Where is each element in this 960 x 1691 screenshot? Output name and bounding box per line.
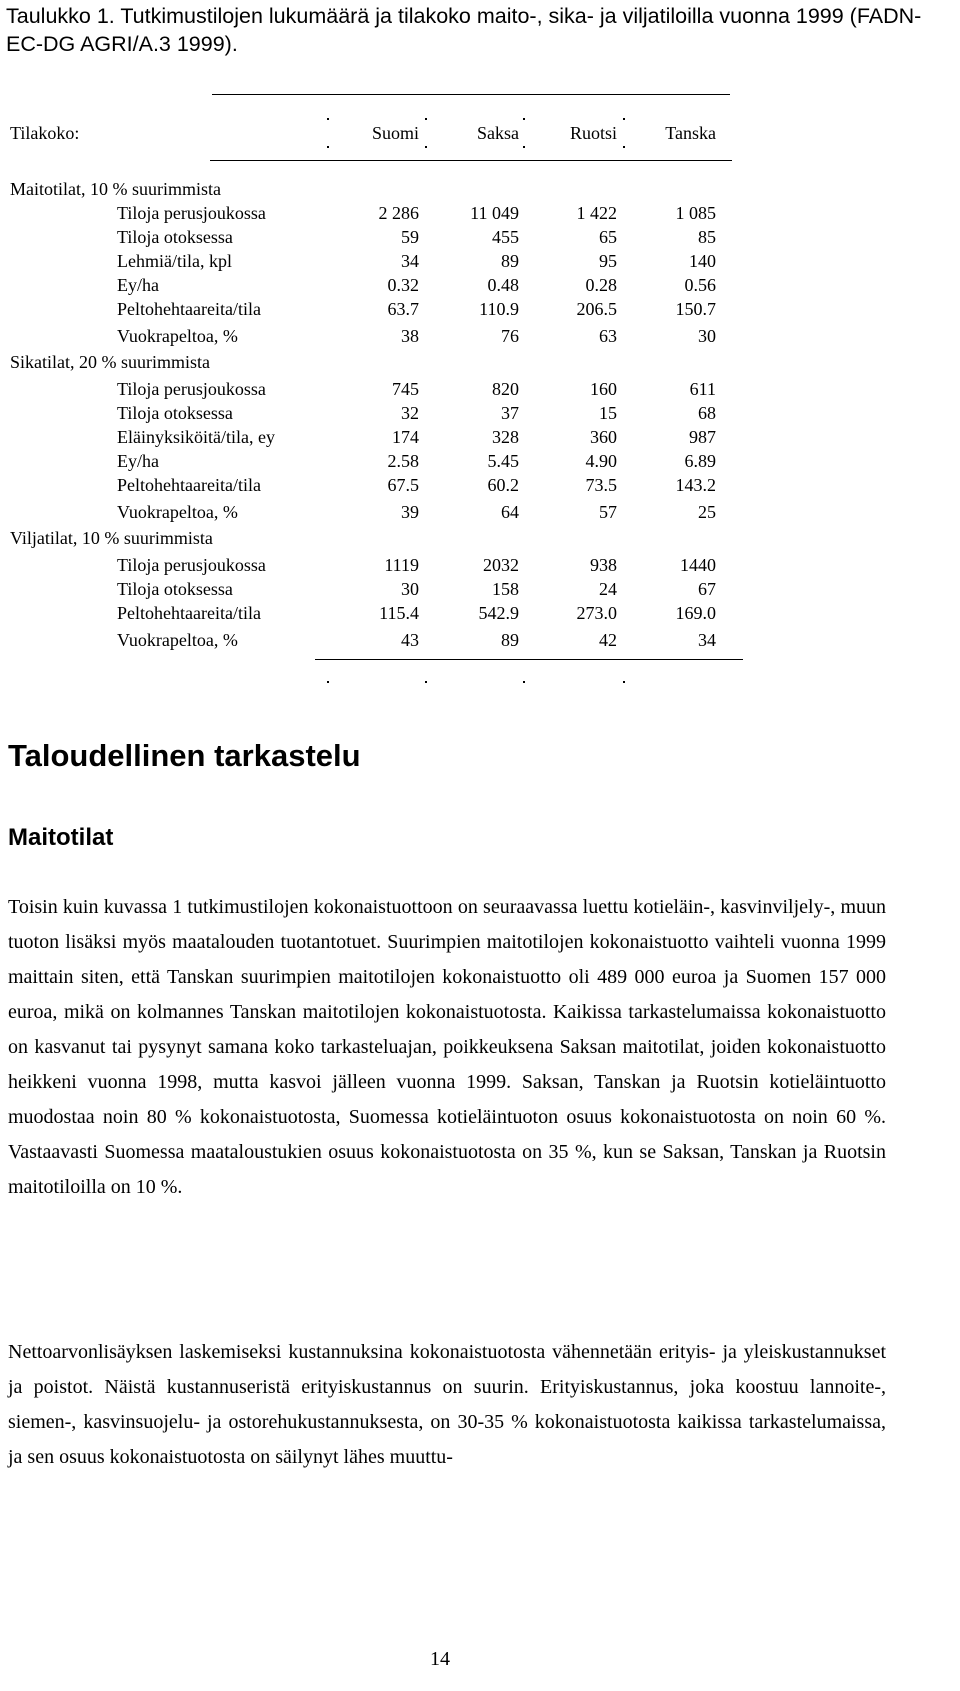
table-row	[0, 502, 960, 526]
table-row	[0, 555, 960, 579]
table-row	[0, 603, 960, 627]
column-header-tanska: Tanska	[665, 123, 716, 143]
group-row	[0, 179, 960, 203]
cell-saksa: 0.48	[487, 275, 519, 295]
table-row	[0, 427, 960, 451]
table-row	[0, 326, 960, 350]
divider-dot	[623, 681, 625, 683]
divider-dot	[523, 681, 525, 683]
row-label: Peltohehtaareita/tila	[117, 603, 261, 623]
cell-ruotsi: 0.28	[585, 275, 617, 295]
cell-suomi: 39	[401, 502, 419, 522]
cell-tanska: 611	[689, 379, 716, 399]
cell-saksa: 64	[501, 502, 519, 522]
cell-saksa: 820	[492, 379, 519, 399]
cell-suomi: 115.4	[379, 603, 419, 623]
divider-dot	[425, 146, 427, 148]
cell-saksa: 455	[492, 227, 519, 247]
cell-ruotsi: 360	[590, 427, 617, 447]
cell-tanska: 30	[698, 326, 716, 346]
row-label: Ey/ha	[117, 451, 159, 471]
cell-ruotsi: 63	[599, 326, 617, 346]
cell-ruotsi: 95	[599, 251, 617, 271]
row-label: Tiloja otoksessa	[117, 227, 233, 247]
cell-suomi: 174	[392, 427, 419, 447]
divider-dot	[623, 118, 625, 120]
cell-suomi: 43	[401, 630, 419, 650]
body-paragraph: Nettoarvonlisäyksen laskemiseksi kustannuksina kokonaistuotosta vähennetään erityis- ja yleiskustannukset ja poistot. Näistä kustannuseristä erityiskustannus on suurin. Erityiskustannus, joka koostuu lannoite-, siemen-, kasvinsuojelu- ja ostorehukustannuksesta, on 30-35 % kokonaistuotosta kaikissa tarkastelumaissa, ja sen osuus kokonaistuotosta on säilynyt lähes muuttu-	[8, 1341, 886, 1468]
cell-saksa: 11 049	[470, 203, 519, 223]
cell-suomi: 30	[401, 579, 419, 599]
cell-ruotsi: 65	[599, 227, 617, 247]
table-row	[0, 379, 960, 403]
table-row	[0, 227, 960, 251]
cell-saksa: 89	[501, 251, 519, 271]
cell-tanska: 143.2	[675, 475, 716, 495]
table-row	[0, 251, 960, 275]
row-label: Ey/ha	[117, 275, 159, 295]
body-paragraph: Toisin kuin kuvassa 1 tutkimustilojen kokonaistuottoon on seuraavassa luettu kotieläin-, kasvinviljely-, muun tuoton lisäksi myös maatalouden tuotantotuet. Suurimpien maitotilojen kokonaistuotto vaihteli vuonna 1999 maittain siten, että Tanskan suurimpien maitotilojen kokonaistuotto oli 489 000 euroa ja Suomen 157 000 euroa, mikä on kolmannes Tanskan maitotilojen kokonaistuotosta. Kaikissa tarkastelumaissa kokonaistuotto on kasvanut tai pysynyt samana koko tarkasteluajan, poikkeuksena Saksan maitotilat, joiden kokonaistuotto heikkeni vuonna 1998, mutta kasvoi jälleen vuonna 1999. Saksan, Tanskan ja Ruotsin kotieläintuotto muodostaa noin 80 % kokonaistuotosta, Suomessa kotieläintuoton osuus kokonaistuotosta on noin 60 %. Vastaavasti Suomessa maataloustukien osuus kokonaistuotosta on 35 %, kun se Saksan, Tanskan ja Ruotsin maitotiloilla on 10 %.	[8, 896, 886, 1198]
divider-dot	[523, 146, 525, 148]
cell-tanska: 1 085	[675, 203, 716, 223]
row-label: Vuokrapeltoa, %	[117, 630, 238, 650]
cell-tanska: 150.7	[675, 299, 716, 319]
cell-suomi: 59	[401, 227, 419, 247]
row-label: Peltohehtaareita/tila	[117, 475, 261, 495]
subsection-heading: Maitotilat	[8, 824, 114, 851]
cell-ruotsi: 273.0	[576, 603, 617, 623]
cell-suomi: 0.32	[387, 275, 419, 295]
cell-suomi: 32	[401, 403, 419, 423]
row-label: Vuokrapeltoa, %	[117, 326, 238, 346]
row-label: Vuokrapeltoa, %	[117, 502, 238, 522]
row-label: Tiloja otoksessa	[117, 579, 233, 599]
cell-tanska: 25	[698, 502, 716, 522]
cell-ruotsi: 24	[599, 579, 617, 599]
table-row	[0, 275, 960, 299]
cell-ruotsi: 1 422	[576, 203, 617, 223]
cell-ruotsi: 15	[599, 403, 617, 423]
cell-saksa: 5.45	[487, 451, 519, 471]
cell-saksa: 89	[501, 630, 519, 650]
divider-dot	[623, 146, 625, 148]
cell-tanska: 140	[689, 251, 716, 271]
group-row	[0, 528, 960, 552]
divider-dot	[327, 118, 329, 120]
cell-tanska: 6.89	[684, 451, 716, 471]
table-row	[0, 475, 960, 499]
cell-suomi: 38	[401, 326, 419, 346]
cell-saksa: 37	[501, 403, 519, 423]
cell-ruotsi: 73.5	[585, 475, 617, 495]
table-row	[0, 299, 960, 323]
cell-tanska: 68	[698, 403, 716, 423]
row-label: Lehmiä/tila, kpl	[117, 251, 232, 271]
row-label: Peltohehtaareita/tila	[117, 299, 261, 319]
divider-dot	[425, 681, 427, 683]
cell-tanska: 1440	[680, 555, 716, 575]
group-row	[0, 352, 960, 376]
group-title: Sikatilat, 20 % suurimmista	[10, 352, 210, 372]
cell-tanska: 169.0	[675, 603, 716, 623]
cell-suomi: 745	[392, 379, 419, 399]
table-row	[0, 203, 960, 227]
cell-saksa: 60.2	[487, 475, 519, 495]
column-header-ruotsi: Ruotsi	[569, 123, 617, 143]
cell-ruotsi: 160	[590, 379, 617, 399]
divider-dot	[425, 118, 427, 120]
group-title: Viljatilat, 10 % suurimmista	[10, 528, 213, 548]
row-label: Eläinyksiköitä/tila, ey	[117, 427, 275, 447]
cell-tanska: 34	[698, 630, 716, 650]
table-bottom-rule	[315, 659, 743, 660]
table-top-rule	[212, 94, 730, 95]
table-header-label: Tilakoko:	[10, 123, 80, 143]
cell-saksa: 542.9	[478, 603, 519, 623]
table-caption: Taulukko 1. Tutkimustilojen lukumäärä ja tilakoko maito-, sika- ja viljatiloilla vuonna 1999 (FADN-EC-DG AGRI/A.3 1999).	[6, 4, 922, 56]
cell-saksa: 2032	[483, 555, 519, 575]
table-row	[0, 630, 960, 654]
cell-ruotsi: 938	[590, 555, 617, 575]
divider-dot	[327, 146, 329, 148]
cell-tanska: 987	[689, 427, 716, 447]
table-row	[0, 403, 960, 427]
row-label: Tiloja perusjoukossa	[117, 203, 266, 223]
cell-suomi: 2.58	[387, 451, 419, 471]
divider-dot	[523, 118, 525, 120]
cell-suomi: 2 286	[378, 203, 419, 223]
cell-suomi: 67.5	[387, 475, 419, 495]
cell-tanska: 67	[698, 579, 716, 599]
column-header-suomi: Suomi	[371, 123, 419, 143]
divider-dot	[327, 681, 329, 683]
group-title: Maitotilat, 10 % suurimmista	[10, 179, 221, 199]
cell-suomi: 1119	[384, 555, 419, 575]
cell-suomi: 34	[401, 251, 419, 271]
row-label: Tiloja otoksessa	[117, 403, 233, 423]
row-label: Tiloja perusjoukossa	[117, 555, 266, 575]
cell-saksa: 328	[492, 427, 519, 447]
cell-ruotsi: 206.5	[576, 299, 617, 319]
row-label: Tiloja perusjoukossa	[117, 379, 266, 399]
cell-ruotsi: 4.90	[585, 451, 617, 471]
section-heading: Taloudellinen tarkastelu	[8, 738, 361, 773]
table-header-rule	[210, 160, 732, 161]
table-row	[0, 451, 960, 475]
cell-saksa: 158	[492, 579, 519, 599]
table-row	[0, 579, 960, 603]
cell-saksa: 76	[501, 326, 519, 346]
column-header-saksa: Saksa	[477, 123, 519, 143]
cell-tanska: 0.56	[684, 275, 716, 295]
cell-tanska: 85	[698, 227, 716, 247]
cell-saksa: 110.9	[479, 299, 519, 319]
cell-suomi: 63.7	[387, 299, 419, 319]
page-number: 14	[430, 1648, 450, 1670]
cell-ruotsi: 42	[599, 630, 617, 650]
cell-ruotsi: 57	[599, 502, 617, 522]
